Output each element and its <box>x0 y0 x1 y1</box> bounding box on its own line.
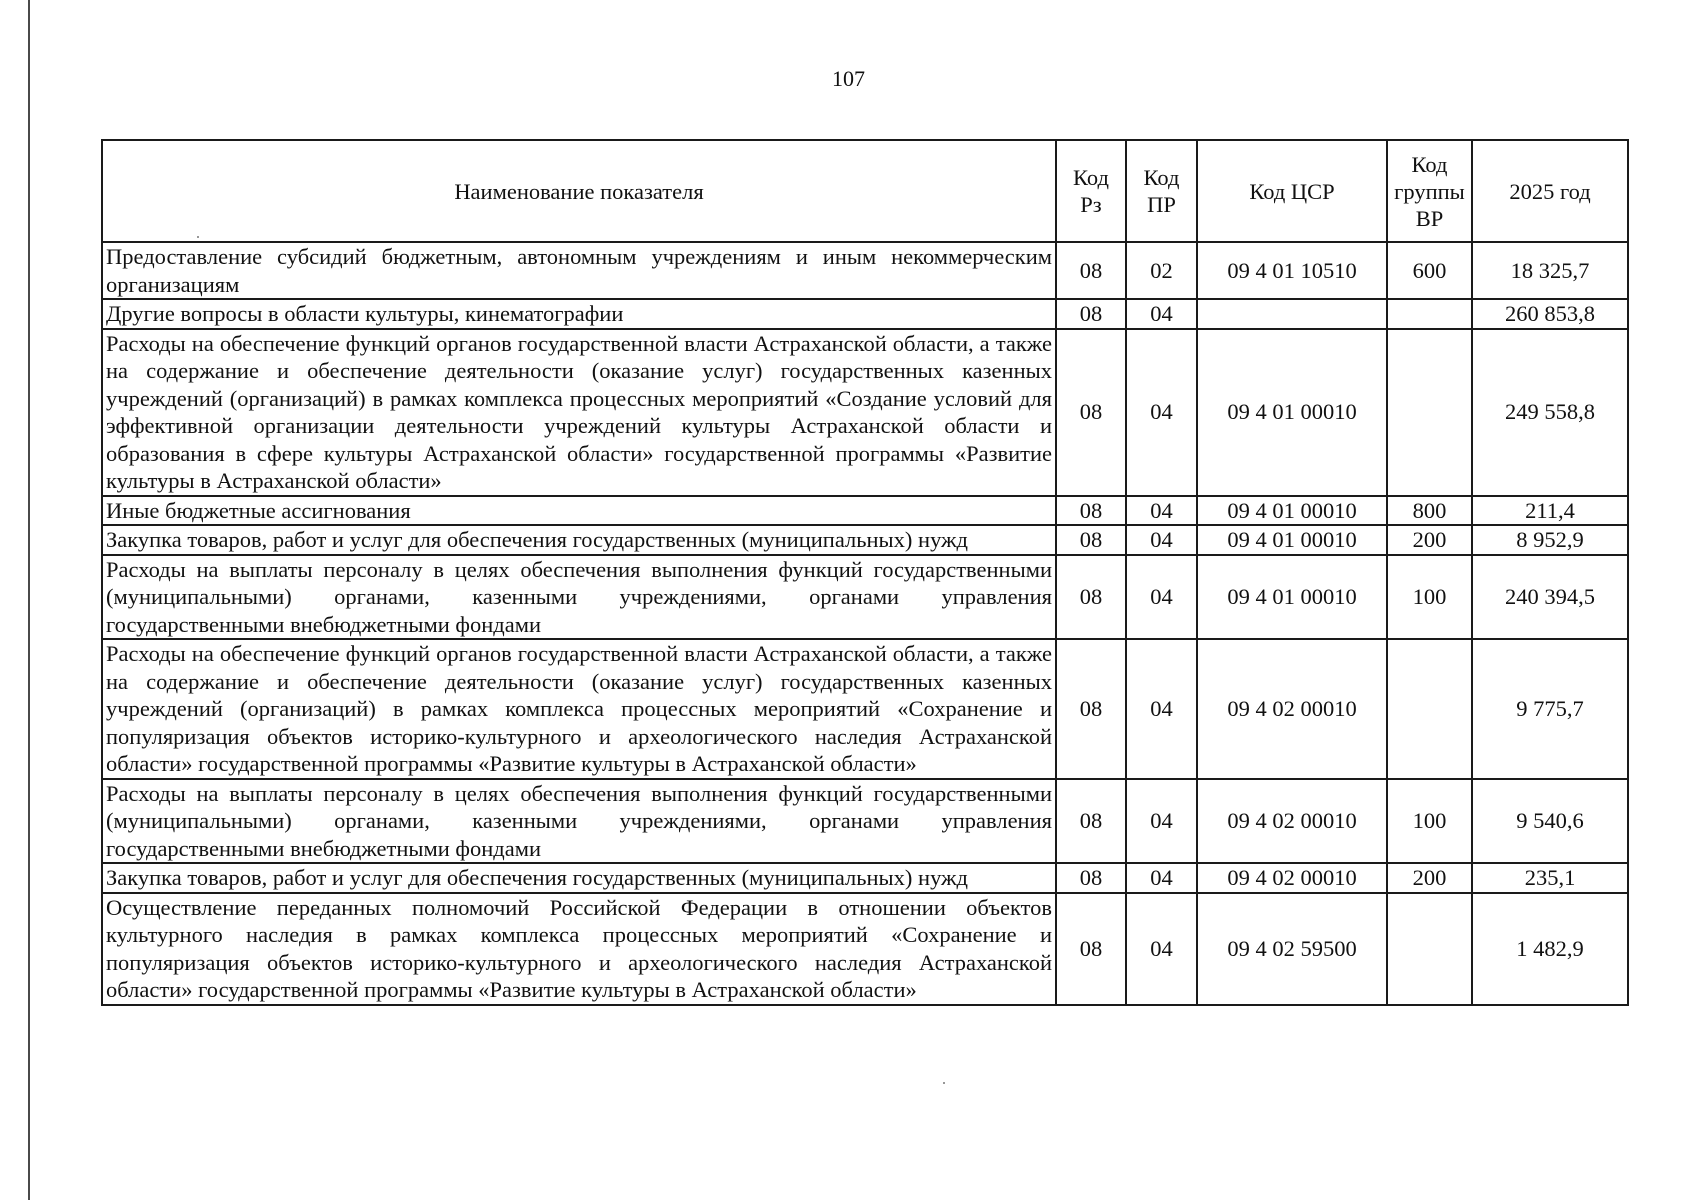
cell-pr: 04 <box>1126 329 1197 496</box>
cell-amount: 8 952,9 <box>1472 525 1628 555</box>
table-header <box>102 140 1628 242</box>
cell-csr: 09 4 01 00010 <box>1197 329 1387 496</box>
binding-edge-line <box>28 0 30 1200</box>
table-row <box>102 329 1628 496</box>
cell-name: Расходы на выплаты персоналу в целях обеспечения выполнения функций государственными (муниципальными) органами, казенными учреждениями, органами управления государственными внебюджетными фондами <box>102 555 1056 640</box>
cell-csr: 09 4 02 59500 <box>1197 893 1387 1005</box>
table-body <box>102 242 1628 1005</box>
table-row <box>102 893 1628 1005</box>
cell-rz: 08 <box>1056 496 1126 526</box>
cell-vr: 600 <box>1387 242 1472 299</box>
cell-pr: 04 <box>1126 863 1197 893</box>
table-row <box>102 242 1628 299</box>
cell-pr: 04 <box>1126 555 1197 640</box>
cell-name: Осуществление переданных полномочий Российской Федерации в отношении объектов культурного наследия в рамках комплекса процессных мероприятий «Сохранение и популяризация объектов историко-культурного и археологического наследия Астраханской области» государственной программы «Развитие культуры в Астраханской области» <box>102 893 1056 1005</box>
cell-csr <box>1197 299 1387 329</box>
table-row <box>102 496 1628 526</box>
header-name: Наименование показателя <box>102 140 1056 242</box>
cell-csr: 09 4 02 00010 <box>1197 863 1387 893</box>
table-row <box>102 555 1628 640</box>
cell-rz: 08 <box>1056 779 1126 864</box>
cell-amount: 260 853,8 <box>1472 299 1628 329</box>
cell-pr: 04 <box>1126 779 1197 864</box>
cell-vr: 200 <box>1387 525 1472 555</box>
table-row <box>102 299 1628 329</box>
header-vr: Код группы ВР <box>1387 140 1472 242</box>
cell-rz: 08 <box>1056 893 1126 1005</box>
scan-speck <box>943 1082 945 1084</box>
cell-rz: 08 <box>1056 299 1126 329</box>
header-pr: Код ПР <box>1126 140 1197 242</box>
cell-amount: 1 482,9 <box>1472 893 1628 1005</box>
cell-vr: 100 <box>1387 779 1472 864</box>
cell-name: Расходы на выплаты персоналу в целях обеспечения выполнения функций государственными (муниципальными) органами, казенными учреждениями, органами управления государственными внебюджетными фондами <box>102 779 1056 864</box>
table-row <box>102 525 1628 555</box>
cell-rz: 08 <box>1056 639 1126 779</box>
cell-pr: 04 <box>1126 496 1197 526</box>
cell-amount: 18 325,7 <box>1472 242 1628 299</box>
cell-name: Другие вопросы в области культуры, кинематографии <box>102 299 1056 329</box>
cell-vr: 800 <box>1387 496 1472 526</box>
cell-vr <box>1387 299 1472 329</box>
cell-rz: 08 <box>1056 242 1126 299</box>
cell-vr: 100 <box>1387 555 1472 640</box>
cell-name: Закупка товаров, работ и услуг для обеспечения государственных (муниципальных) нужд <box>102 863 1056 893</box>
cell-name: Закупка товаров, работ и услуг для обеспечения государственных (муниципальных) нужд <box>102 525 1056 555</box>
cell-csr: 09 4 02 00010 <box>1197 779 1387 864</box>
cell-pr: 04 <box>1126 893 1197 1005</box>
cell-amount: 9 775,7 <box>1472 639 1628 779</box>
cell-rz: 08 <box>1056 555 1126 640</box>
header-csr: Код ЦСР <box>1197 140 1387 242</box>
table-row <box>102 863 1628 893</box>
cell-amount: 211,4 <box>1472 496 1628 526</box>
cell-amount: 9 540,6 <box>1472 779 1628 864</box>
cell-amount: 240 394,5 <box>1472 555 1628 640</box>
table-row <box>102 639 1628 779</box>
cell-vr: 200 <box>1387 863 1472 893</box>
cell-pr: 04 <box>1126 299 1197 329</box>
cell-pr: 04 <box>1126 639 1197 779</box>
header-amount: 2025 год <box>1472 140 1628 242</box>
cell-name: Расходы на обеспечение функций органов государственной власти Астраханской области, а также на содержание и обеспечение деятельности (оказание услуг) государственных казенных учреждений (организаций) в рамках комплекса процессных мероприятий «Сохранение и популяризация объектов историко-культурного и археологического наследия Астраханской области» государственной программы «Развитие культуры в Астраханской области» <box>102 639 1056 779</box>
cell-csr: 09 4 01 00010 <box>1197 525 1387 555</box>
scan-speck <box>197 236 199 238</box>
cell-csr: 09 4 01 00010 <box>1197 496 1387 526</box>
cell-vr <box>1387 893 1472 1005</box>
table-row <box>102 779 1628 864</box>
cell-name: Предоставление субсидий бюджетным, автономным учреждениям и иным некоммерческим организациям <box>102 242 1056 299</box>
cell-csr: 09 4 01 00010 <box>1197 555 1387 640</box>
cell-rz: 08 <box>1056 329 1126 496</box>
page-number: 107 <box>832 66 865 91</box>
cell-pr: 04 <box>1126 525 1197 555</box>
cell-name: Расходы на обеспечение функций органов государственной власти Астраханской области, а также на содержание и обеспечение деятельности (оказание услуг) государственных казенных учреждений (организаций) в рамках комплекса процессных мероприятий «Создание условий для эффективной организации деятельности учреждений культуры Астраханской области и образования в сфере культуры Астраханской области» государственной программы «Развитие культуры в Астраханской области» <box>102 329 1056 496</box>
cell-csr: 09 4 01 10510 <box>1197 242 1387 299</box>
cell-amount: 235,1 <box>1472 863 1628 893</box>
cell-rz: 08 <box>1056 525 1126 555</box>
header-row <box>102 140 1628 242</box>
cell-pr: 02 <box>1126 242 1197 299</box>
header-rz: Код Рз <box>1056 140 1126 242</box>
cell-vr <box>1387 639 1472 779</box>
cell-csr: 09 4 02 00010 <box>1197 639 1387 779</box>
cell-rz: 08 <box>1056 863 1126 893</box>
cell-name: Иные бюджетные ассигнования <box>102 496 1056 526</box>
budget-table <box>101 139 1629 1006</box>
cell-amount: 249 558,8 <box>1472 329 1628 496</box>
cell-vr <box>1387 329 1472 496</box>
